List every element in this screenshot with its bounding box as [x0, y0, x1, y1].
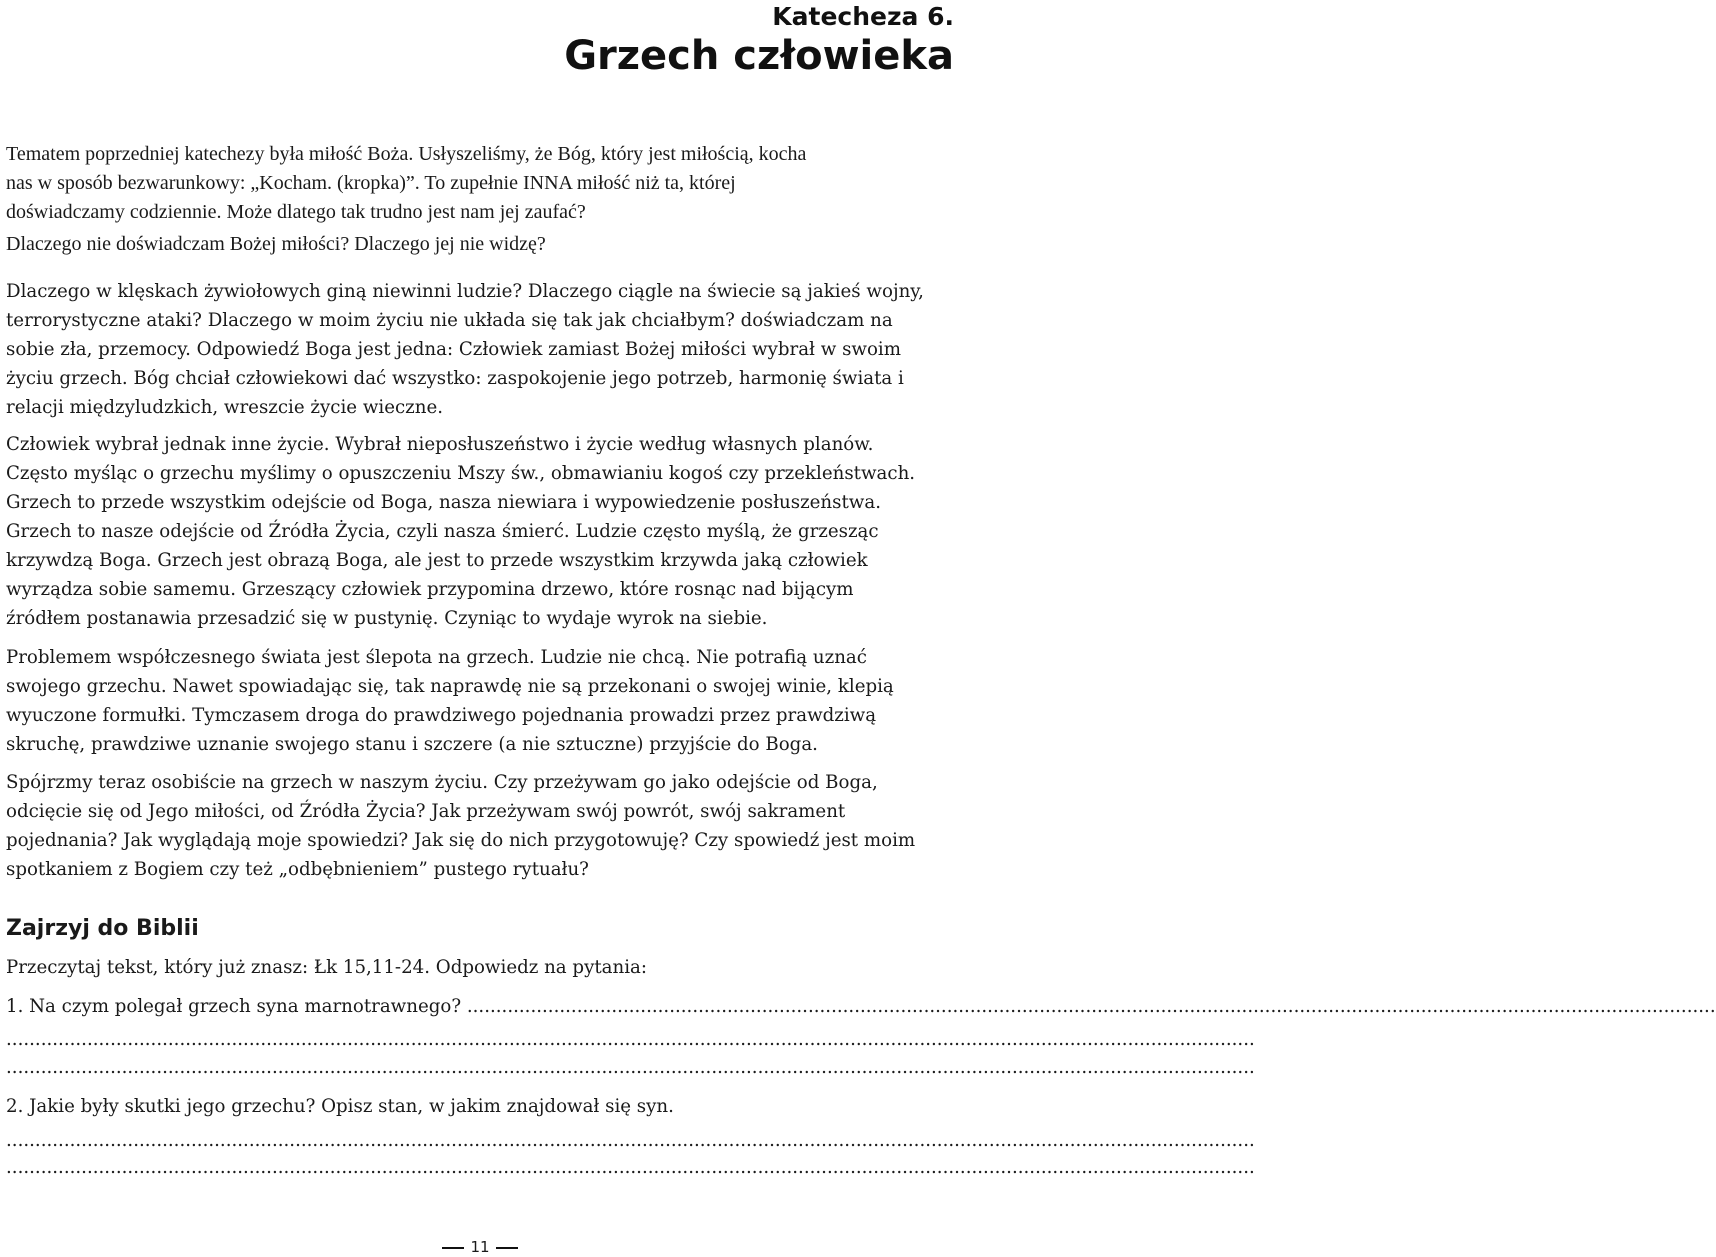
answer-line: ........................................................................................................................................................................................................................: [6, 1029, 1255, 1050]
answer-line: ........................................................................................................................................................................................................................: [6, 1157, 1255, 1178]
text-line: pojednania? Jak wyglądają moje spowiedzi? Jak się do nich przygotowuję? Czy spowiedź jest moim: [6, 830, 916, 851]
answer-line: ........................................................................................................................................................................................................................: [6, 1057, 1255, 1078]
text-line: Człowiek wybrał jednak inne życie. Wybrał nieposłuszeństwo i życie według własnych planów.: [6, 434, 874, 455]
text-line: krzywdzą Boga. Grzech jest obrazą Boga, ale jest to przede wszystkim krzywda jaką człowiek: [6, 550, 868, 571]
text-line: źródłem postanawia przesadzić się w pustynię. Czyniąc to wydaje wyrok na siebie.: [6, 608, 768, 629]
text-line: życiu grzech. Bóg chciał człowiekowi dać wszystko: zaspokojenie jego potrzeb, harmonię świata i: [6, 368, 904, 389]
answer-line: ........................................................................................................................................................................................................................: [6, 1130, 1255, 1151]
text-line: sobie zła, przemocy. Odpowiedź Boga jest jedna: Człowiek zamiast Bożej miłości wybrał w swoim: [6, 339, 901, 360]
answer-dots: ........................................................................................................................................................................................................................: [466, 996, 1716, 1017]
text-line: Spójrzmy teraz osobiście na grzech w naszym życiu. Czy przeżywam go jako odejście od Boga,: [6, 772, 878, 793]
text-line: Często myśląc o grzechu myślimy o opuszczeniu Mszy św., obmawianiu kogoś czy przekleństwach.: [6, 463, 916, 484]
section-title: Zajrzyj do Biblii: [6, 916, 199, 941]
dash-right: [496, 1247, 518, 1249]
text-line: doświadczamy codziennie. Może dlatego tak trudno jest nam jej zaufać?: [6, 201, 586, 223]
lesson-header: [564, 0, 954, 80]
text-line: nas w sposób bezwarunkowy: „Kocham. (kropka)”. To zupełnie INNA miłość niż ta, której: [6, 172, 736, 194]
text-line: terrorystyczne ataki? Dlaczego w moim życiu nie układa się tak jak chciałbym? doświadczam na: [6, 310, 893, 331]
lesson-title: Grzech człowieka: [564, 33, 954, 79]
paragraph-reflection: [6, 768, 956, 884]
dash-left: [442, 1247, 464, 1249]
intro-paragraph: [6, 140, 956, 259]
page-footer: [0, 1238, 960, 1256]
text-line: swojego grzechu. Nawet spowiadając się, tak naprawdę nie są przekonani o swojej winie, klepią: [6, 676, 894, 697]
page-number: 11: [470, 1238, 490, 1256]
question-1-text: 1. Na czym polegał grzech syna marnotrawnego?: [6, 996, 467, 1017]
text-line: wyuczone formułki. Tymczasem droga do prawdziwego pojednania prowadzi przez prawdziwą: [6, 705, 877, 726]
text-line: skruchę, prawdziwe uznanie swojego stanu i szczere (a nie sztuczne) przyjście do Boga.: [6, 734, 818, 755]
text-line: Problemem współczesnego świata jest ślepota na grzech. Ludzie nie chcą. Nie potrafią uznać: [6, 647, 867, 668]
paragraph-sin: [6, 430, 956, 633]
text-line: Dlaczego nie doświadczam Bożej miłości? Dlaczego jej nie widzę?: [6, 233, 546, 255]
bible-instruction: Przeczytaj tekst, który już znasz: Łk 15,11-24. Odpowiedz na pytania:: [6, 957, 647, 978]
text-line: Dlaczego w klęskach żywiołowych giną niewinni ludzie? Dlaczego ciągle na świecie są jakieś wojny,: [6, 281, 924, 302]
paragraph-questions: [6, 277, 956, 422]
text-line: Grzech to przede wszystkim odejście od Boga, nasza niewiara i wypowiedzenie posłuszeństwa.: [6, 492, 881, 513]
text-line: wyrządza sobie samemu. Grzeszący człowiek przypomina drzewo, które rosnąc nad bijącym: [6, 579, 854, 600]
paragraph-blindness: [6, 643, 956, 759]
lesson-number: Katecheza 6.: [772, 2, 954, 31]
text-line: Grzech to nasze odejście od Źródła Życia, czyli nasza śmierć. Ludzie często myślą, że grzesząc: [6, 521, 879, 542]
question-2: 2. Jakie były skutki jego grzechu? Opisz stan, w jakim znajdował się syn.: [6, 1096, 674, 1117]
question-1: [6, 992, 1716, 1021]
text-line: Tematem poprzedniej katechezy była miłość Boża. Usłyszeliśmy, że Bóg, który jest miłością, kocha: [6, 143, 807, 165]
text-line: relacji międzyludzkich, wreszcie życie wieczne.: [6, 397, 443, 418]
text-line: odcięcie się od Jego miłości, od Źródła Życia? Jak przeżywam swój powrót, swój sakrament: [6, 801, 846, 822]
text-line: spotkaniem z Bogiem czy też „odbębnieniem” pustego rytuału?: [6, 859, 589, 880]
